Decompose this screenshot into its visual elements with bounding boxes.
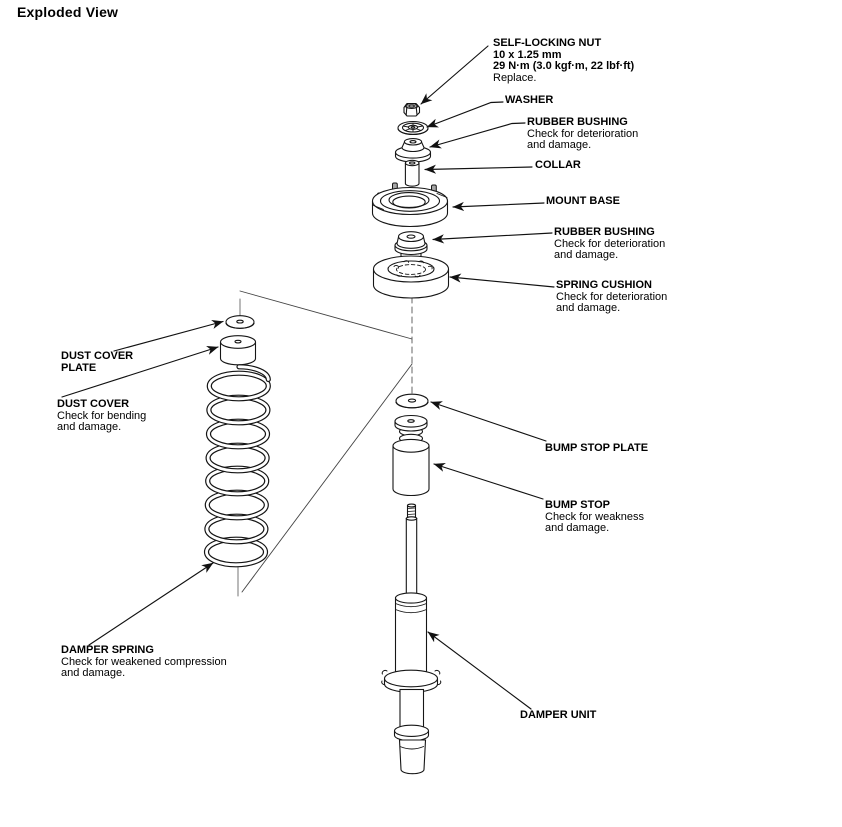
washer-part bbox=[398, 122, 428, 135]
label-rubber-bushing-upper bbox=[527, 117, 638, 152]
label-rubber-bushing-lower bbox=[554, 227, 665, 262]
spring-cushion-part bbox=[374, 256, 449, 298]
self-locking-nut-part bbox=[404, 104, 420, 117]
leader-lines bbox=[62, 46, 554, 709]
damper-unit-part bbox=[382, 504, 441, 774]
page-title: Exploded View bbox=[17, 4, 119, 20]
part-note: Check for deterioration bbox=[527, 127, 639, 140]
part-name: SPRING CUSHION bbox=[556, 279, 652, 291]
part-name: BUMP STOP PLATE bbox=[545, 442, 649, 454]
leader-self-locking-nut bbox=[421, 46, 488, 104]
leader-rubber-bushing-upper bbox=[430, 123, 525, 147]
part-spec: 29 N·m (3.0 kgf·m, 22 lbf·ft) bbox=[493, 60, 635, 73]
label-collar bbox=[535, 160, 581, 172]
leader-damper-unit bbox=[428, 632, 531, 709]
part-name: DAMPER UNIT bbox=[520, 709, 597, 721]
part-name: COLLAR bbox=[535, 159, 581, 171]
label-spring-cushion bbox=[556, 280, 667, 315]
label-bump-stop bbox=[545, 500, 644, 535]
label-dust-cover-plate bbox=[61, 351, 147, 374]
leader-damper-spring bbox=[89, 563, 213, 645]
part-spec: 10 x 1.25 mm bbox=[493, 48, 562, 61]
part-note: and damage. bbox=[61, 667, 126, 680]
collar-part bbox=[405, 160, 419, 186]
bump-stop-part bbox=[393, 416, 429, 496]
damper-spring-part bbox=[207, 367, 269, 565]
part-note: and damage. bbox=[527, 139, 592, 152]
part-note: and damage. bbox=[554, 249, 619, 262]
leader-washer bbox=[427, 102, 503, 127]
label-bump-stop-plate bbox=[545, 443, 648, 455]
label-self-locking-nut bbox=[493, 38, 634, 84]
part-note: and damage. bbox=[545, 522, 610, 535]
bump-stop-plate-part bbox=[396, 394, 428, 408]
part-name: RUBBER BUSHING bbox=[527, 116, 628, 128]
part-note: and damage. bbox=[556, 302, 621, 315]
rubber-bushing-upper-part bbox=[396, 139, 431, 162]
part-note: Check for weakened compression bbox=[61, 655, 227, 668]
part-name: SELF-LOCKING NUT bbox=[493, 37, 602, 49]
leader-spring-cushion bbox=[450, 277, 554, 287]
part-name: DUST COVER bbox=[57, 398, 130, 410]
leader-dust-cover-plate bbox=[114, 322, 223, 352]
part-name: RUBBER BUSHING bbox=[554, 226, 655, 238]
part-name: WASHER bbox=[505, 94, 554, 106]
leader-rubber-bushing-lower bbox=[433, 233, 552, 240]
leader-bump-stop bbox=[434, 464, 543, 499]
part-note: and damage. bbox=[57, 421, 122, 434]
label-mount-base bbox=[546, 196, 620, 208]
part-name: DUST COVER PLATE bbox=[61, 350, 134, 374]
part-name: BUMP STOP bbox=[545, 499, 610, 511]
leader-mount-base bbox=[453, 203, 544, 207]
part-note: Replace. bbox=[493, 71, 537, 84]
leader-bump-stop-plate bbox=[431, 402, 546, 441]
part-note: Check for weakness bbox=[545, 510, 645, 523]
label-damper-spring bbox=[61, 645, 227, 680]
part-note: Check for bending bbox=[57, 409, 147, 422]
dust-cover-part bbox=[221, 336, 256, 365]
part-name: MOUNT BASE bbox=[546, 195, 620, 207]
leader-collar bbox=[425, 167, 532, 170]
dust-cover-plate-part bbox=[226, 316, 254, 329]
label-dust-cover bbox=[57, 399, 146, 434]
label-washer bbox=[505, 95, 553, 107]
label-damper-unit bbox=[520, 710, 596, 722]
part-note: Check for deterioration bbox=[554, 237, 666, 250]
part-note: Check for deterioration bbox=[556, 290, 668, 303]
mount-base-part bbox=[373, 183, 448, 227]
rubber-bushing-lower-part bbox=[395, 232, 427, 260]
part-name: DAMPER SPRING bbox=[61, 644, 154, 656]
